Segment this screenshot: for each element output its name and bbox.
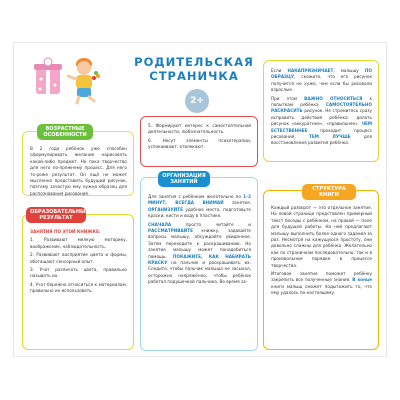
- organization-label: ОРГАНИЗАЦИЯ ЗАНЯТИЙ: [158, 171, 210, 187]
- page-title-line1: РОДИТЕЛЬСКАЯ: [134, 55, 254, 69]
- edu-result-item-3: 3. Учат различать цвета, правильно называть их.: [30, 267, 127, 279]
- age-features-text: В 2 года ребёнок уже способен сформулировать желание нарисовать какой-либо предмет. Но пока творчество для него по-прежнему процесс. Для него то-роже результат. Он ещё не может мысленно представить будущий рисунок, поэтому зачастую ему нужна образец для распознавания рисования.: [30, 146, 127, 196]
- organization-para-2: СНАЧАЛА просто читайте и РАССМАТРИВАЙТЕ книжку, задавайте вопросы малышу, обсуждайте увиденное. Затем переходите к раскрашиванию. Но занятие малышу может понадобиться помощь. ПОКАЖИТЕ, КАК НАБИРАТЬ КРАСКУ на пальчик и раскрашивать их. Следите, чтобы пальчик малыша не засыхал, осторожно напряжённо, чтобы ребёнок работал подушечкой пальчика. Во время за-: [148, 221, 251, 285]
- edu-result-item-4: 4. Учат бережно относиться к материалам, правильно их использовать.: [30, 281, 127, 294]
- child-head: [77, 61, 91, 75]
- edu-result-item-2: 2. Развивают восприятие цвета и формы, обогащают сенсорный опыт.: [30, 252, 127, 264]
- age-features-label: ВОЗРАСТНЫЕ ОСОБЕННОСТИ: [37, 124, 93, 140]
- structure-para-2: Итоговое занятие поможет ребёнку закрепить все полученные знания. В конце книги малыш сможет подытожить то, что ему удалось по-настоящему.: [271, 271, 372, 296]
- edu-result-label: ОБРАЗОВАТЕЛЬНЫЙ РЕЗУЛЬТАТ: [26, 207, 86, 223]
- gift-ribbon: [46, 68, 50, 94]
- edu-result-card: [22, 214, 134, 350]
- structure-label: СТРУКТУРА КНИГИ: [302, 184, 356, 200]
- dev-points-card: [140, 116, 258, 167]
- gift-bow: [44, 58, 52, 66]
- structure-para-1: Каждый разворот — это отдельное занятие. На левой странице представлен примерный текст беседы с ребёнком, на правой — поле для будущей работы. На ней предлагают малышу выполнить более одного задания за раз. Несмотря на кажущуюся простоту, они довольно сложны для ребёнка. Желательно как по страничкам последовательно, так и в произвольном порядке в процессе творчества.: [271, 205, 372, 268]
- dev-point-5: 5. Формируют интерес к самостоятельной деятельности, любознательность.: [148, 123, 251, 135]
- recommendation-card: [263, 60, 379, 162]
- recommendation-para-2: При этом ВАЖНО ОТНОСИТЬСЯ к попыткам ребёнка САМОСТОЯТЕЛЬНО РАСКРАСИТЬ рисунок. Не стремитесь сразу исправить действия ребёнка: делать рисунок «аккуратнее», «правильнее». ЧЕМ ЕСТЕСТВЕННЕЕ проходит процесс рисования, ТЕМ ЛУЧШЕ для восстановления развития ребёнка.: [271, 95, 372, 146]
- organization-para-1: Для занятия с ребёнком желательно по 1–2 МИНУТ, ВСЕГДА ВНИМАЙ занятия. ОРГАНИЗУЙТЕ удобное место, подготовьте краски, кисти и воду в пластике.: [148, 194, 251, 219]
- edu-result-item-1: 1. Развивают мелкую моторику, воображение, наблюдательность.: [30, 237, 127, 249]
- page-title-line2: СТРАНИЧКА: [149, 69, 239, 83]
- age-badge: 2+: [185, 89, 209, 113]
- age-features-card: [22, 131, 134, 196]
- edu-result-heading: ЗАНЯТИЯ ПО ЭТОЙ КНИЖКЕ:: [30, 229, 101, 234]
- child-shirt: [76, 75, 92, 89]
- organization-card: [140, 177, 258, 351]
- page-title: [122, 55, 266, 83]
- dev-point-6: 6. Несут элементы психотерапии, успокаивают, отвлекают.: [148, 137, 251, 150]
- recommendation-para-1: Если НАКАПРИЗНИЧАЕТ, малышу ПО ОБРАЗЦУ, скажите, что его рисунок получится не хуже, чем если бы рисовали взрослые.: [271, 68, 372, 93]
- structure-card: [263, 190, 379, 350]
